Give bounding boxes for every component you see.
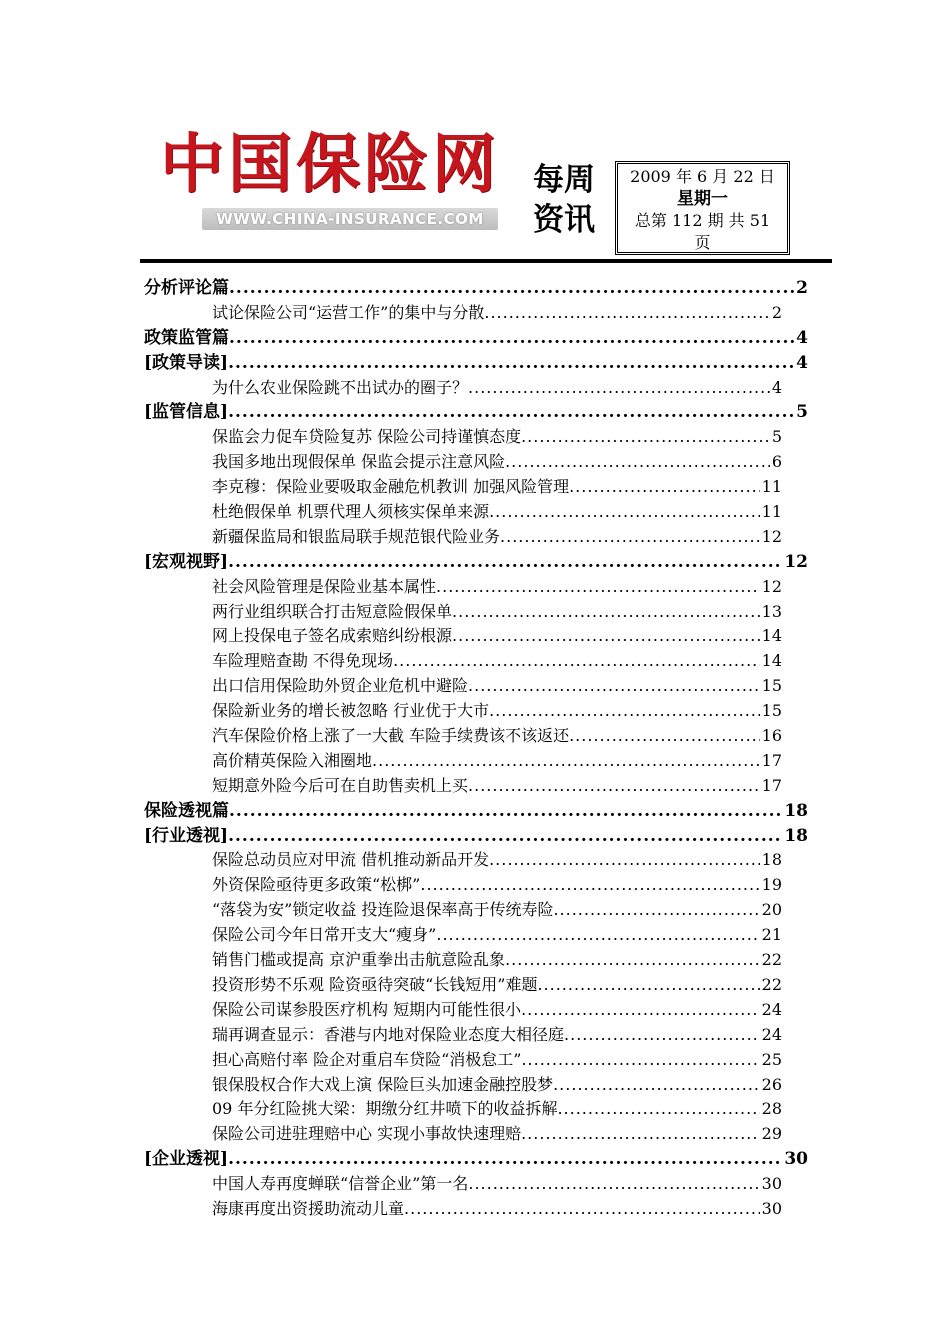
toc-leader-dots: [484, 301, 769, 326]
toc-entry[interactable]: [144, 301, 782, 326]
toc-entry[interactable]: [144, 600, 782, 625]
toc-leader-dots: [228, 1147, 782, 1172]
toc-title: 保险公司进驻理赔中心 实现小事故快速理赔: [212, 1124, 522, 1144]
toc-leader-dots: [521, 998, 760, 1023]
issue-pages: 页: [694, 233, 711, 252]
toc-title: [行业透视]: [144, 825, 229, 846]
toc-title: 保监会力促车贷险复苏 保险公司持谨慎态度: [212, 427, 522, 447]
toc-entry[interactable]: [144, 475, 782, 500]
toc-entry[interactable]: [144, 973, 782, 998]
toc-title: 外资保险亟待更多政策“松梆”: [212, 875, 421, 895]
toc-leader-dots: [489, 500, 760, 525]
toc-title: [宏观视野]: [144, 551, 229, 572]
toc-page-number: 12: [761, 576, 782, 596]
toc-title: 09 年分红险挑大梁：期缴分红井喷下的收益拆解: [212, 1099, 558, 1119]
toc-category[interactable]: [144, 351, 808, 376]
toc-leader-dots: [228, 400, 794, 425]
toc-leader-dots: [229, 276, 794, 301]
toc-entry[interactable]: [144, 749, 782, 774]
toc-leader-dots: [521, 1048, 759, 1073]
issue-number: 总第 112 期 共 51: [634, 211, 771, 230]
toc-page-number: 18: [761, 850, 782, 870]
toc-leader-dots: [557, 1097, 759, 1122]
toc-title: 出口信用保险助外贸企业危机中避险: [212, 676, 469, 696]
toc-entry[interactable]: [144, 425, 782, 450]
toc-title: 网上投保电子签名成索赔纠纷根源: [212, 626, 453, 646]
toc-leader-dots: [489, 848, 760, 873]
toc-page-number: 12: [761, 526, 782, 546]
toc-page-number: 21: [761, 925, 782, 945]
toc-page-number: 24: [761, 999, 782, 1019]
toc-leader-dots: [553, 1073, 760, 1098]
page-header: [0, 0, 950, 270]
toc-entry[interactable]: [144, 1197, 782, 1222]
toc-entry[interactable]: [144, 1023, 782, 1048]
toc-title: 分析评论篇: [144, 278, 229, 298]
toc-page-number: 5: [771, 427, 782, 447]
toc-entry[interactable]: [144, 674, 782, 699]
toc-page-number: 17: [761, 750, 782, 770]
toc-entry[interactable]: [144, 1097, 782, 1122]
table-of-contents: [144, 276, 808, 1222]
issue-date: 2009 年 6 月 22 日: [630, 167, 775, 186]
toc-page-number: 12: [784, 551, 808, 572]
toc-leader-dots: [468, 1172, 759, 1197]
toc-page-number: 14: [761, 651, 782, 671]
toc-page-number: 30: [761, 1174, 782, 1194]
toc-title: 两行业组织联合打击短意险假保单: [212, 601, 453, 621]
toc-page-number: 6: [771, 452, 782, 472]
toc-entry[interactable]: [144, 575, 782, 600]
toc-title: 投资形势不乐观 险资亟待突破“长钱短用”难题: [212, 974, 538, 994]
toc-leader-dots: [404, 1197, 760, 1222]
weekly-title-line2: 资讯: [533, 202, 595, 238]
toc-entry[interactable]: [144, 376, 782, 401]
toc-title: 车险理赔查勘 不得免现场: [212, 651, 394, 671]
toc-page-number: 30: [784, 1149, 808, 1170]
toc-leader-dots: [569, 724, 760, 749]
toc-page-number: 2: [771, 302, 782, 322]
toc-title: 中国人寿再度蝉联“信誉企业”第一名: [212, 1174, 469, 1194]
weekly-news-title: [527, 160, 601, 240]
toc-page-number: 30: [761, 1198, 782, 1218]
toc-leader-dots: [553, 898, 759, 923]
toc-title: 保险公司今年日常开支大“瘦身”: [212, 925, 437, 945]
toc-entry[interactable]: [144, 923, 782, 948]
toc-page-number: 26: [761, 1074, 782, 1094]
toc-page-number: 19: [761, 875, 782, 895]
toc-page-number: 22: [761, 950, 782, 970]
toc-title: [监管信息]: [144, 402, 229, 423]
toc-title: “落袋为安”锁定收益 投连险退保率高于传统寿险: [212, 900, 554, 920]
toc-leader-dots: [537, 973, 759, 998]
toc-leader-dots: [452, 600, 760, 625]
toc-title: 保险新业务的增长被忽略 行业优于大市: [212, 701, 490, 721]
toc-leader-dots: [468, 774, 760, 799]
toc-entry[interactable]: [144, 525, 782, 550]
toc-entry[interactable]: [144, 500, 782, 525]
toc-page-number: 22: [761, 974, 782, 994]
toc-leader-dots: [505, 948, 760, 973]
issue-info-box: [615, 161, 790, 255]
toc-page-number: 4: [796, 327, 808, 348]
toc-entry[interactable]: [144, 624, 782, 649]
toc-page-number: 18: [784, 825, 808, 846]
logo-url: WWW.CHINA-INSURANCE.COM: [202, 208, 498, 230]
toc-leader-dots: [228, 550, 782, 575]
toc-page-number: 15: [761, 676, 782, 696]
toc-entry[interactable]: [144, 948, 782, 973]
toc-title: 试论保险公司“运营工作”的集中与分散: [212, 302, 485, 322]
toc-entry[interactable]: [144, 699, 782, 724]
toc-leader-dots: [521, 425, 770, 450]
toc-leader-dots: [489, 699, 760, 724]
toc-title: 瑞再调查显示：香港与内地对保险业态度大相径庭: [212, 1024, 565, 1044]
toc-title: 汽车保险价格上涨了一大截 车险手续费该不该返还: [212, 726, 570, 746]
toc-title: 销售门槛或提高 京沪重拳出击航意险乱象: [212, 950, 506, 970]
toc-page-number: 4: [796, 352, 808, 373]
toc-entry[interactable]: [144, 1073, 782, 1098]
toc-leader-dots: [452, 624, 760, 649]
toc-page-number: 14: [761, 626, 782, 646]
toc-category[interactable]: [144, 824, 808, 849]
toc-section[interactable]: [144, 326, 808, 351]
toc-title: 社会风险管理是保险业基本属性: [212, 576, 437, 596]
toc-leader-dots: [229, 326, 794, 351]
toc-leader-dots: [436, 923, 759, 948]
toc-leader-dots: [393, 649, 760, 674]
toc-title: [政策导读]: [144, 352, 229, 373]
toc-page-number: 16: [761, 726, 782, 746]
toc-title: 高价精英保险入湘圈地: [212, 750, 373, 770]
header-divider: [140, 259, 832, 263]
toc-leader-dots: [569, 475, 760, 500]
toc-section[interactable]: [144, 276, 808, 301]
toc-category[interactable]: [144, 550, 808, 575]
toc-entry[interactable]: [144, 873, 782, 898]
toc-entry[interactable]: [144, 774, 782, 799]
toc-entry[interactable]: [144, 898, 782, 923]
toc-leader-dots: [229, 799, 782, 824]
toc-page-number: 25: [761, 1049, 782, 1069]
toc-title: 李克穆：保险业要吸取金融危机教训 加强风险管理: [212, 477, 570, 497]
toc-page-number: 17: [761, 775, 782, 795]
toc-title: 短期意外险今后可在自助售卖机上买: [212, 775, 469, 795]
toc-entry[interactable]: [144, 998, 782, 1023]
toc-page-number: 20: [761, 900, 782, 920]
toc-entry[interactable]: [144, 1048, 782, 1073]
toc-title: 银保股权合作大戏上演 保险巨头加速金融控股梦: [212, 1074, 554, 1094]
toc-leader-dots: [468, 674, 760, 699]
toc-title: 保险总动员应对甲流 借机推动新品开发: [212, 850, 490, 870]
toc-page-number: 24: [761, 1024, 782, 1044]
toc-entry[interactable]: [144, 450, 782, 475]
toc-entry[interactable]: [144, 649, 782, 674]
toc-leader-dots: [500, 525, 760, 550]
toc-leader-dots: [228, 824, 782, 849]
toc-title: [企业透视]: [144, 1149, 229, 1170]
toc-title: 为什么农业保险跳不出试办的圈子？: [212, 377, 469, 397]
toc-category[interactable]: [144, 400, 808, 425]
toc-leader-dots: [505, 450, 770, 475]
toc-page-number: 13: [761, 601, 782, 621]
toc-page-number: 4: [771, 377, 782, 397]
toc-page-number: 11: [761, 502, 782, 522]
toc-page-number: 28: [761, 1099, 782, 1119]
toc-title: 担心高赔付率 险企对重启车贷险“消极怠工”: [212, 1049, 522, 1069]
weekly-title-line1: 每周: [533, 162, 595, 198]
toc-title: 政策监管篇: [144, 327, 229, 348]
toc-page-number: 2: [796, 278, 808, 298]
toc-page-number: 11: [761, 477, 782, 497]
toc-leader-dots: [436, 575, 760, 600]
toc-page-number: 18: [784, 800, 808, 821]
toc-entry[interactable]: [144, 1172, 782, 1197]
toc-title: 保险透视篇: [144, 800, 229, 821]
issue-weekday: 星期一: [677, 189, 728, 209]
toc-leader-dots: [420, 873, 759, 898]
toc-entry[interactable]: [144, 848, 782, 873]
toc-leader-dots: [372, 749, 760, 774]
logo-title: 中国保险网: [160, 128, 500, 202]
toc-section[interactable]: [144, 799, 808, 824]
toc-entry[interactable]: [144, 1122, 782, 1147]
toc-title: 我国多地出现假保单 保监会提示注意风险: [212, 452, 506, 472]
china-insurance-logo: [160, 122, 500, 234]
toc-page-number: 29: [761, 1124, 782, 1144]
toc-leader-dots: [228, 351, 794, 376]
toc-leader-dots: [521, 1122, 760, 1147]
toc-page-number: 15: [761, 701, 782, 721]
toc-leader-dots: [468, 376, 770, 401]
toc-title: 海康再度出资援助流动儿童: [212, 1198, 405, 1218]
toc-category[interactable]: [144, 1147, 808, 1172]
toc-title: 杜绝假保单 机票代理人须核实保单来源: [212, 502, 490, 522]
toc-page-number: 5: [796, 402, 808, 423]
toc-entry[interactable]: [144, 724, 782, 749]
toc-title: 保险公司谋参股医疗机构 短期内可能性很小: [212, 999, 522, 1019]
toc-leader-dots: [564, 1023, 760, 1048]
toc-title: 新疆保监局和银监局联手规范银代险业务: [212, 526, 501, 546]
